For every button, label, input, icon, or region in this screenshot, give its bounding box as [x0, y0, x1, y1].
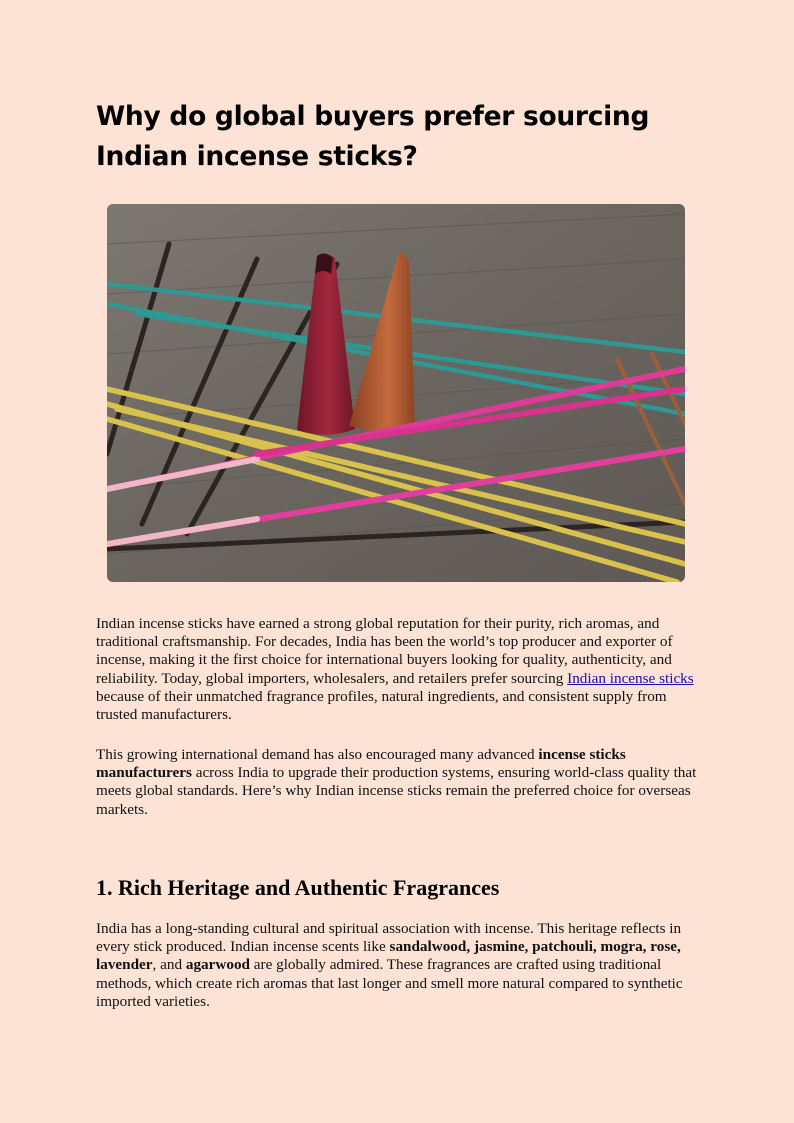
demand-text-2: across India to upgrade their production systems, ensuring world-class quality that meets global standards. Here’s why Indian incense sticks remain the preferred choice for overseas markets.: [96, 764, 697, 818]
red-cone-tip: [315, 253, 333, 274]
incense-photo-illustration: [107, 204, 685, 582]
intro-text-2: because of their unmatched fragrance profiles, natural ingredients, and consistent supply from trusted manufacturers.: [96, 687, 667, 724]
manufacturers-bold: incense sticks manufacturers: [96, 746, 626, 782]
heritage-text-3: are globally admired. These fragrances are crafted using traditional methods, which create rich aromas that last longer and smell more natural compared to synthetic imported varieties.: [96, 956, 683, 1010]
page-title: Why do global buyers prefer sourcing Indian incense sticks?: [96, 101, 650, 172]
indian-incense-sticks-link[interactable]: Indian incense sticks: [567, 669, 694, 687]
hero-image: [107, 204, 685, 582]
heritage-text-2: , and: [152, 956, 186, 974]
scents-bold: sandalwood, jasmine, patchouli, mogra, rose, lavender: [96, 938, 681, 974]
demand-paragraph: [96, 746, 700, 819]
heritage-paragraph: [96, 920, 700, 1011]
demand-text-1: This growing international demand has also encouraged many advanced: [96, 746, 539, 763]
intro-text-1: Indian incense sticks have earned a strong global reputation for their purity, rich aromas, and traditional craftsmanship. For decades, India has been the world’s top producer and exporter of incense, making it the first choice for international buyers looking for quality, authenticity, and reliability. Today, global importers, wholesalers, and retailers prefer sourcing: [96, 615, 673, 687]
heritage-text-1: India has a long-standing cultural and spiritual association with incense. This heritage reflects in every stick produced. Indian incense scents like: [96, 920, 682, 956]
section-heading-1: 1. Rich Heritage and Authentic Fragrances: [96, 875, 500, 900]
intro-paragraph: [96, 615, 700, 724]
agarwood-bold: agarwood: [185, 956, 250, 974]
